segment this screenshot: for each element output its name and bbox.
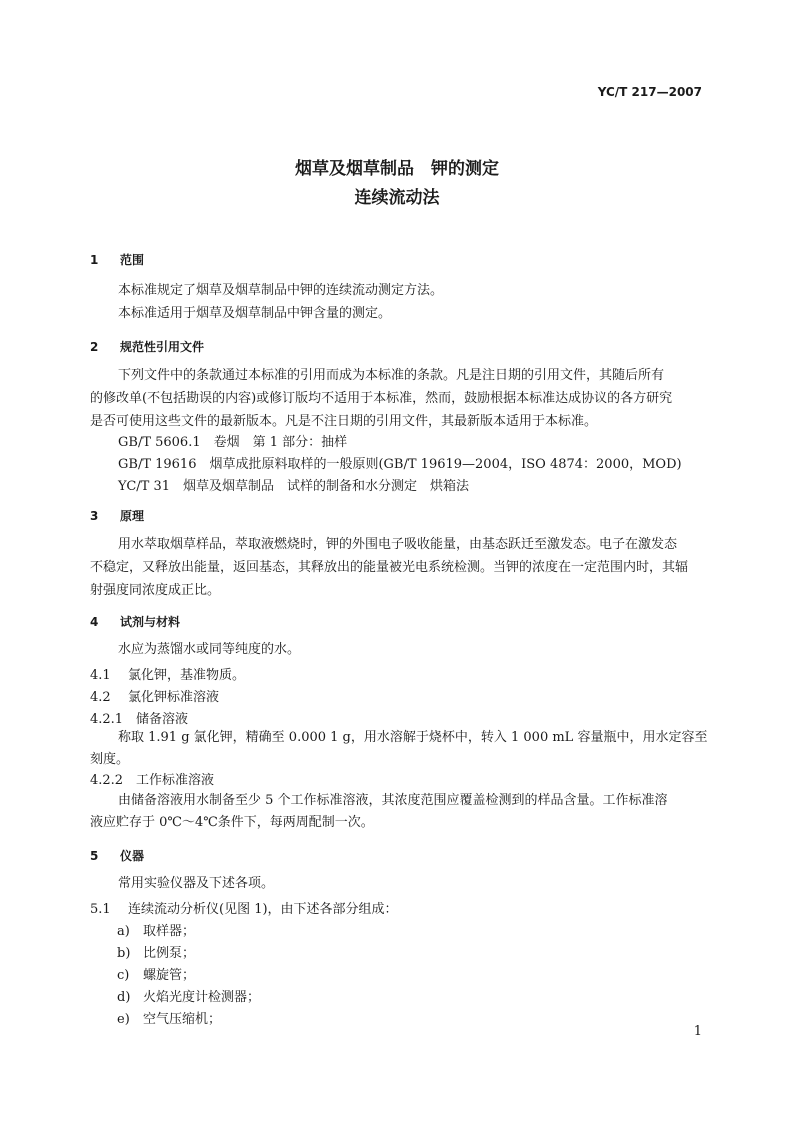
list-label: e): [117, 1012, 130, 1027]
section-5-heading: [90, 847, 144, 864]
document-title: 烟草及烟草制品 钾的测定: [295, 159, 499, 179]
paragraph-line: 是否可使用这些文件的最新版本。凡是不注日期的引用文件，其最新版本适用于本标准。: [90, 414, 598, 429]
list-text: 螺旋管；: [143, 968, 196, 983]
clause-number: 4.2: [90, 690, 111, 705]
clause-text: 工作标准溶液: [136, 773, 215, 788]
clause-text: 氯化钾，基准物质。: [128, 668, 246, 683]
subclause-4-2-2: [90, 769, 214, 788]
paragraph-line: 由储备溶液用水制备至少 5 个工作标准溶液，其浓度范围应覆盖检测到的样品含量。工作标准溶: [118, 793, 668, 808]
clause-number: 5.1: [90, 902, 111, 917]
list-item: [117, 1008, 221, 1027]
reference-item: YC/T 31 烟草及烟草制品 试样的制备和水分测定 烘箱法: [118, 479, 470, 494]
section-title: 试剂与材料: [120, 615, 181, 629]
list-label: d): [117, 990, 131, 1005]
paragraph-line: 用水萃取烟草样品，萃取液燃烧时，钾的外围电子吸收能量，由基态跃迁至激发态。电子在激发态: [118, 537, 678, 552]
paragraph: 本标准适用于烟草及烟草制品中钾含量的测定。: [118, 306, 392, 321]
list-item: [117, 964, 195, 983]
paragraph: 水应为蒸馏水或同等纯度的水。: [118, 642, 301, 657]
paragraph-line: 液应贮存于 0℃～4℃条件下，每两周配制一次。: [90, 815, 374, 830]
paragraph-line: 的修改单(不包括勘误的内容)或修订版均不适用于本标准，然而，鼓励根据本标准达成协议的各方研究: [90, 391, 673, 406]
section-title: 原理: [120, 509, 145, 523]
list-label: b): [117, 946, 131, 961]
standard-code: YC/T 217—2007: [597, 85, 702, 99]
section-title: 范围: [120, 253, 145, 267]
paragraph-line: 下列文件中的条款通过本标准的引用而成为本标准的条款。凡是注日期的引用文件，其随后所有: [118, 368, 665, 383]
list-label: a): [117, 924, 130, 939]
section-3-heading: [90, 507, 144, 524]
section-4-heading: [90, 613, 180, 630]
section-1-heading: [90, 251, 144, 268]
list-text: 比例泵；: [143, 946, 196, 961]
section-2-heading: [90, 338, 204, 355]
paragraph: 本标准规定了烟草及烟草制品中钾的连续流动测定方法。: [118, 283, 444, 298]
clause-number: 4.2.2: [90, 773, 124, 788]
subclause-4-2-1: [90, 708, 188, 727]
section-title: 仪器: [120, 849, 145, 863]
subclause-5-1: [90, 898, 398, 917]
list-text: 火焰光度计检测器；: [143, 990, 261, 1005]
clause-text: 储备溶液: [136, 712, 189, 727]
section-number: 4: [90, 615, 99, 629]
paragraph-line: 称取 1.91 g 氯化钾，精确至 0.000 1 g，用水溶解于烧杯中，转入 1 000 mL 容量瓶中，用水定容至: [118, 730, 708, 745]
clause-text: 连续流动分析仪(见图 1)，由下述各部分组成：: [128, 902, 398, 917]
clause-number: 4.2.1: [90, 712, 124, 727]
section-number: 5: [90, 849, 99, 863]
page-number: 1: [693, 1024, 702, 1039]
list-text: 空气压缩机；: [143, 1012, 222, 1027]
reference-item: GB/T 5606.1 卷烟 第 1 部分：抽样: [118, 435, 348, 450]
list-item: [117, 920, 195, 939]
paragraph-line: 不稳定，又释放出能量，返回基态，其释放出的能量被光电系统检测。当钾的浓度在一定范围内时，其辐: [90, 560, 689, 575]
clause-text: 氯化钾标准溶液: [128, 690, 220, 705]
section-title: 规范性引用文件: [120, 340, 205, 354]
paragraph: 常用实验仪器及下述各项。: [118, 876, 275, 891]
paragraph-line: 刻度。: [90, 752, 130, 767]
list-item: [117, 942, 195, 961]
document-subtitle: 连续流动法: [354, 188, 440, 208]
list-label: c): [117, 968, 130, 983]
reference-item: GB/T 19616 烟草成批原料取样的一般原则(GB/T 19619—2004，ISO 4874：2000，MOD): [118, 457, 682, 472]
list-text: 取样器；: [143, 924, 196, 939]
subclause-4-2: [90, 686, 219, 705]
section-number: 2: [90, 340, 99, 354]
clause-number: 4.1: [90, 668, 111, 683]
section-number: 1: [90, 253, 99, 267]
section-number: 3: [90, 509, 99, 523]
subclause-4-1: [90, 664, 245, 683]
paragraph-line: 射强度同浓度成正比。: [90, 583, 221, 598]
list-item: [117, 986, 260, 1005]
